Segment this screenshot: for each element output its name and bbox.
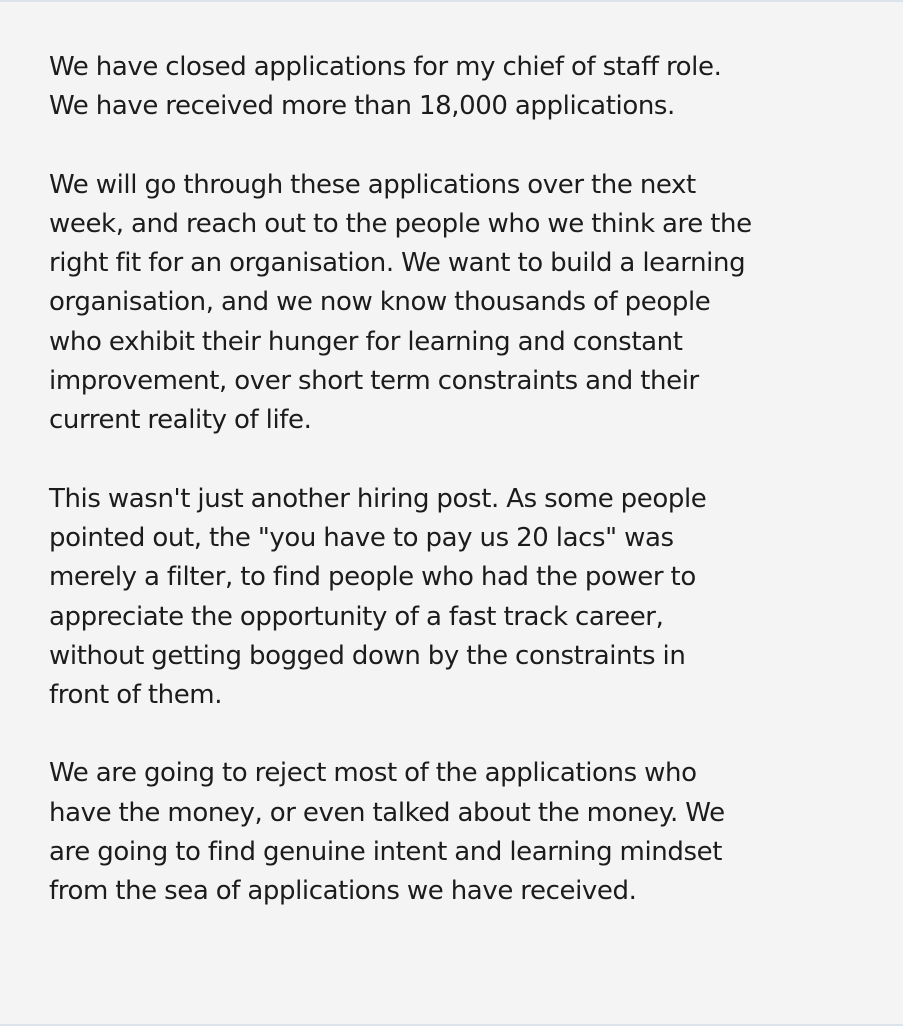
- text-line: We will go through these applications over the next: [49, 169, 696, 200]
- text-line: We have closed applications for my chief of staff role.: [49, 52, 722, 82]
- paragraph-applications-closed: [49, 48, 863, 127]
- text-line: current reality of life.: [49, 405, 312, 436]
- text-line: right fit for an organisation. We want to build a learning: [49, 248, 746, 279]
- text-line: from the sea of applications we have received.: [49, 876, 637, 907]
- text-line: who exhibit their hunger for learning and constant: [49, 326, 683, 357]
- text-line: are going to find genuine intent and learning mindset: [49, 837, 723, 868]
- text-line: week, and reach out to the people who we think are the: [49, 208, 752, 239]
- text-line: appreciate the opportunity of a fast track career,: [49, 601, 664, 632]
- text-line: without getting bogged down by the constraints in: [49, 640, 686, 671]
- text-line: We have received more than 18,000 applications.: [49, 91, 675, 122]
- text-line: have the money, or even talked about the money. We: [49, 797, 725, 828]
- text-line: This wasn't just another hiring post. As some people: [49, 483, 707, 514]
- text-line: improvement, over short term constraints and their: [49, 366, 699, 397]
- text-line: pointed out, the "you have to pay us 20 lacs" was: [49, 522, 674, 553]
- text-line: organisation, and we now know thousands of people: [49, 287, 711, 318]
- paragraph-review-plan: [49, 166, 863, 441]
- paragraph-selection-criteria: [49, 754, 863, 911]
- text-line: front of them.: [49, 680, 223, 711]
- text-line: We are going to reject most of the applications who: [49, 758, 697, 789]
- text-line: merely a filter, to find people who had the power to: [49, 562, 696, 593]
- paragraph-filter-explanation: [49, 480, 863, 716]
